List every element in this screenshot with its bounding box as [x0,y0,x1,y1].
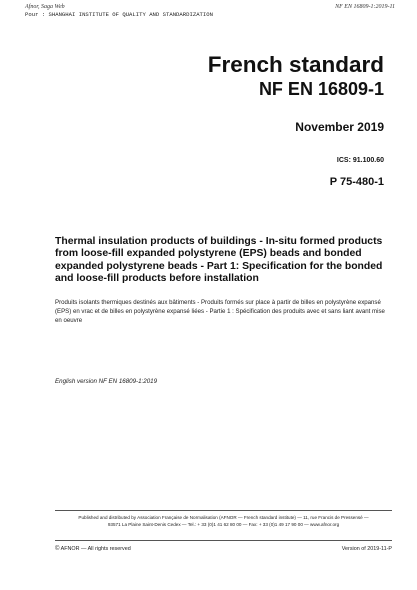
copyright-text: AFNOR — All rights reserved [60,546,131,552]
header-source: Afnor, Saga Web [25,4,65,10]
header-licensee: Pour : SHANGHAI INSTITUTE OF QUALITY AND STANDARDIZATION [25,11,213,18]
header-document-id: NF EN 16809-1:2019-11 [335,4,395,10]
footer-divider-bottom [55,540,392,541]
footer-divider-top [55,510,392,511]
copyright-icon: © [55,546,60,552]
english-title: Thermal insulation products of buildings - In-situ formed products from loose-fill expanded polystyrene (EPS) beads and bonded expanded polystyrene beads - Part 1: Specification for the bonded and loose-fill products before installation [55,236,383,284]
publisher-info-line1: Published and distributed by Association Française de Normalisation (AFNOR — French standard institute) — 11, rue Francis de Pressensé — [78,515,369,520]
standard-heading: French standard [207,52,384,77]
english-version-note: English version NF EN 16809-1:2019 [55,378,158,385]
publisher-info-line2: 93571 La Plaine Saint-Denis Cedex — Tel.: + 33 (0)1 41 62 80 00 — Fax: + 33 (0)1 49 17 90 00 — www.afnor.org [107,522,340,527]
ics-code: ICS: 91.100.60 [336,157,384,164]
publication-date: November 2019 [295,120,384,134]
standard-number: NF EN 16809-1 [258,79,384,99]
copyright-notice [55,546,131,553]
classification-reference: P 75-480-1 [329,176,384,188]
french-title: Produits isolants thermiques destinés aux bâtiments - Produits formés sur place à partir de billes en polystyrène expansé (EPS) en vrac et de billes en polystyrène expansé liées - Partie 1 : Spécification des produits avec et sans liant avant mise en oeuvre [55,299,385,325]
version-info: Version of 2019-11-P [341,546,392,552]
